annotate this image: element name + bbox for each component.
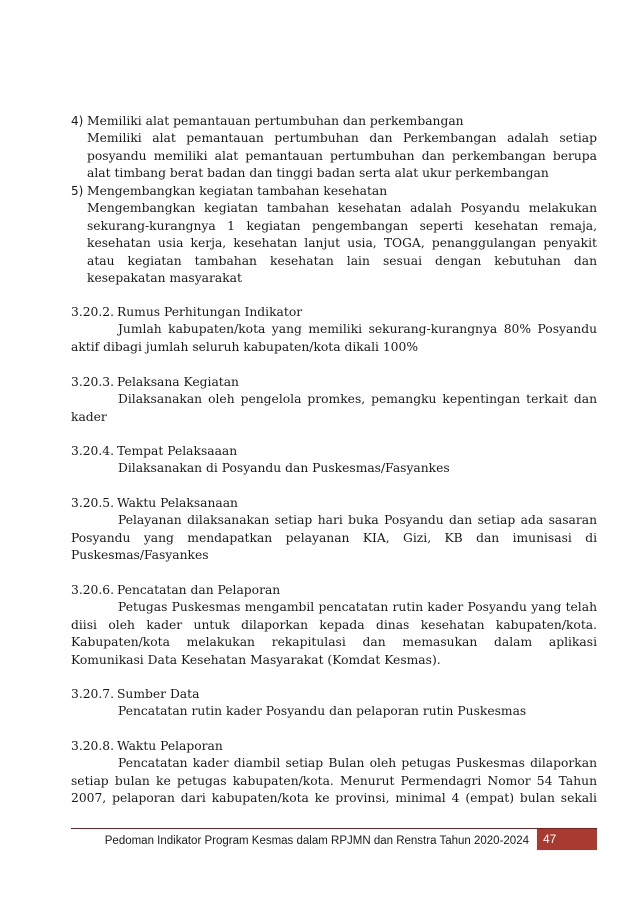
footer-divider xyxy=(71,828,597,829)
section-3-20-4 xyxy=(71,443,597,478)
section-3-20-3 xyxy=(71,374,597,426)
section-3-20-8 xyxy=(71,738,597,808)
paragraph-line: Kabupaten/kota melakukan rekapitulasi dan memasukan dalam aplikasi xyxy=(71,635,597,650)
list-item-4 xyxy=(71,113,597,183)
paragraph-line: 2007, pelaporan dari kabupaten/kota ke provinsi, minimal 4 (empat) bulan sekali xyxy=(71,791,597,806)
list-item-5 xyxy=(71,183,597,287)
section-number: 3.20.6. xyxy=(71,583,115,597)
section-number: 3.20.5. xyxy=(71,496,115,510)
section-number: 3.20.3. xyxy=(71,375,115,389)
section-title: Waktu Pelaporan xyxy=(117,739,223,753)
paragraph-line: Puskesmas/Fasyankes xyxy=(71,548,209,563)
paragraph-line: kesehatan usia kerja, kesehatan lanjut usia, TOGA, penanggulangan penyakit xyxy=(87,236,597,251)
list-number: 4) xyxy=(71,114,84,128)
paragraph-line: Dilaksanakan di Posyandu dan Puskesmas/Fasyankes xyxy=(118,461,450,476)
paragraph-line: posyandu memiliki alat pemantauan pertumbuhan dan perkembangan berupa xyxy=(87,148,597,163)
section-number: 3.20.7. xyxy=(71,687,115,701)
paragraph-line: Posyandu yang mendapatkan pelayanan KIA, Gizi, KB dan imunisasi di xyxy=(71,530,597,545)
paragraph-line: Dilaksanakan oleh pengelola promkes, pemangku kepentingan terkait dan xyxy=(118,392,597,407)
list-heading: Mengembangkan kegiatan tambahan kesehatan xyxy=(87,184,388,198)
section-title: Sumber Data xyxy=(117,687,200,701)
paragraph-line: Pencatatan kader diambil setiap Bulan oleh petugas Puskesmas dilaporkan xyxy=(118,756,597,771)
paragraph-line: kesepakatan masyarakat xyxy=(87,271,242,286)
paragraph-line: sekurang-kurangnya 1 kegiatan pengembangan seperti kesehatan remaja, xyxy=(87,218,597,233)
paragraph-line: alat timbang berat badan dan tinggi badan serta alat ukur perkembangan xyxy=(87,166,549,181)
section-title: Waktu Pelaksanaan xyxy=(117,496,238,510)
section-number: 3.20.2. xyxy=(71,305,115,319)
section-title: Pencatatan dan Pelaporan xyxy=(117,583,281,597)
paragraph-line: Pelayanan dilaksanakan setiap hari buka Posyandu dan setiap ada sasaran xyxy=(118,513,597,528)
paragraph-line: setiap bulan ke petugas kabupaten/kota. Menurut Permendagri Nomor 54 Tahun xyxy=(71,773,597,788)
list-number: 5) xyxy=(71,184,84,198)
section-3-20-2 xyxy=(71,304,597,356)
paragraph-line: Petugas Puskesmas mengambil pencatatan rutin kader Posyandu yang telah xyxy=(118,600,597,615)
section-3-20-7 xyxy=(71,686,597,721)
section-title: Pelaksana Kegiatan xyxy=(117,375,239,389)
paragraph-line: atau kegiatan tambahan kesehatan lain sesuai dengan kebutuhan dan xyxy=(87,253,597,268)
paragraph-line: diisi oleh kader untuk dilaporkan kepada dinas kesehatan kabupaten/kota. xyxy=(71,617,597,632)
section-title: Tempat Pelaksaaan xyxy=(117,444,238,458)
section-number: 3.20.8. xyxy=(71,739,115,753)
paragraph-line: aktif dibagi jumlah seluruh kabupaten/kota dikali 100% xyxy=(71,339,419,354)
paragraph-line: kader xyxy=(71,409,107,424)
list-heading: Memiliki alat pemantauan pertumbuhan dan perkembangan xyxy=(87,114,464,128)
section-title: Rumus Perhitungan Indikator xyxy=(117,305,303,319)
paragraph-line: Pencatatan rutin kader Posyandu dan pelaporan rutin Puskesmas xyxy=(118,704,527,719)
page-number-badge: 47 xyxy=(537,829,597,850)
paragraph-line: Komunikasi Data Kesehatan Masyarakat (Komdat Kesmas). xyxy=(71,652,441,667)
paragraph-line: Mengembangkan kegiatan tambahan kesehatan adalah Posyandu melakukan xyxy=(87,201,597,216)
section-number: 3.20.4. xyxy=(71,444,115,458)
footer-title: Pedoman Indikator Program Kesmas dalam RPJMN dan Renstra Tahun 2020-2024 xyxy=(104,835,529,847)
paragraph-line: Jumlah kabupaten/kota yang memiliki sekurang-kurangnya 80% Posyandu xyxy=(118,322,597,337)
section-3-20-6 xyxy=(71,582,597,669)
paragraph-line: Memiliki alat pemantauan pertumbuhan dan Perkembangan adalah setiap xyxy=(87,131,597,146)
section-3-20-5 xyxy=(71,495,597,565)
